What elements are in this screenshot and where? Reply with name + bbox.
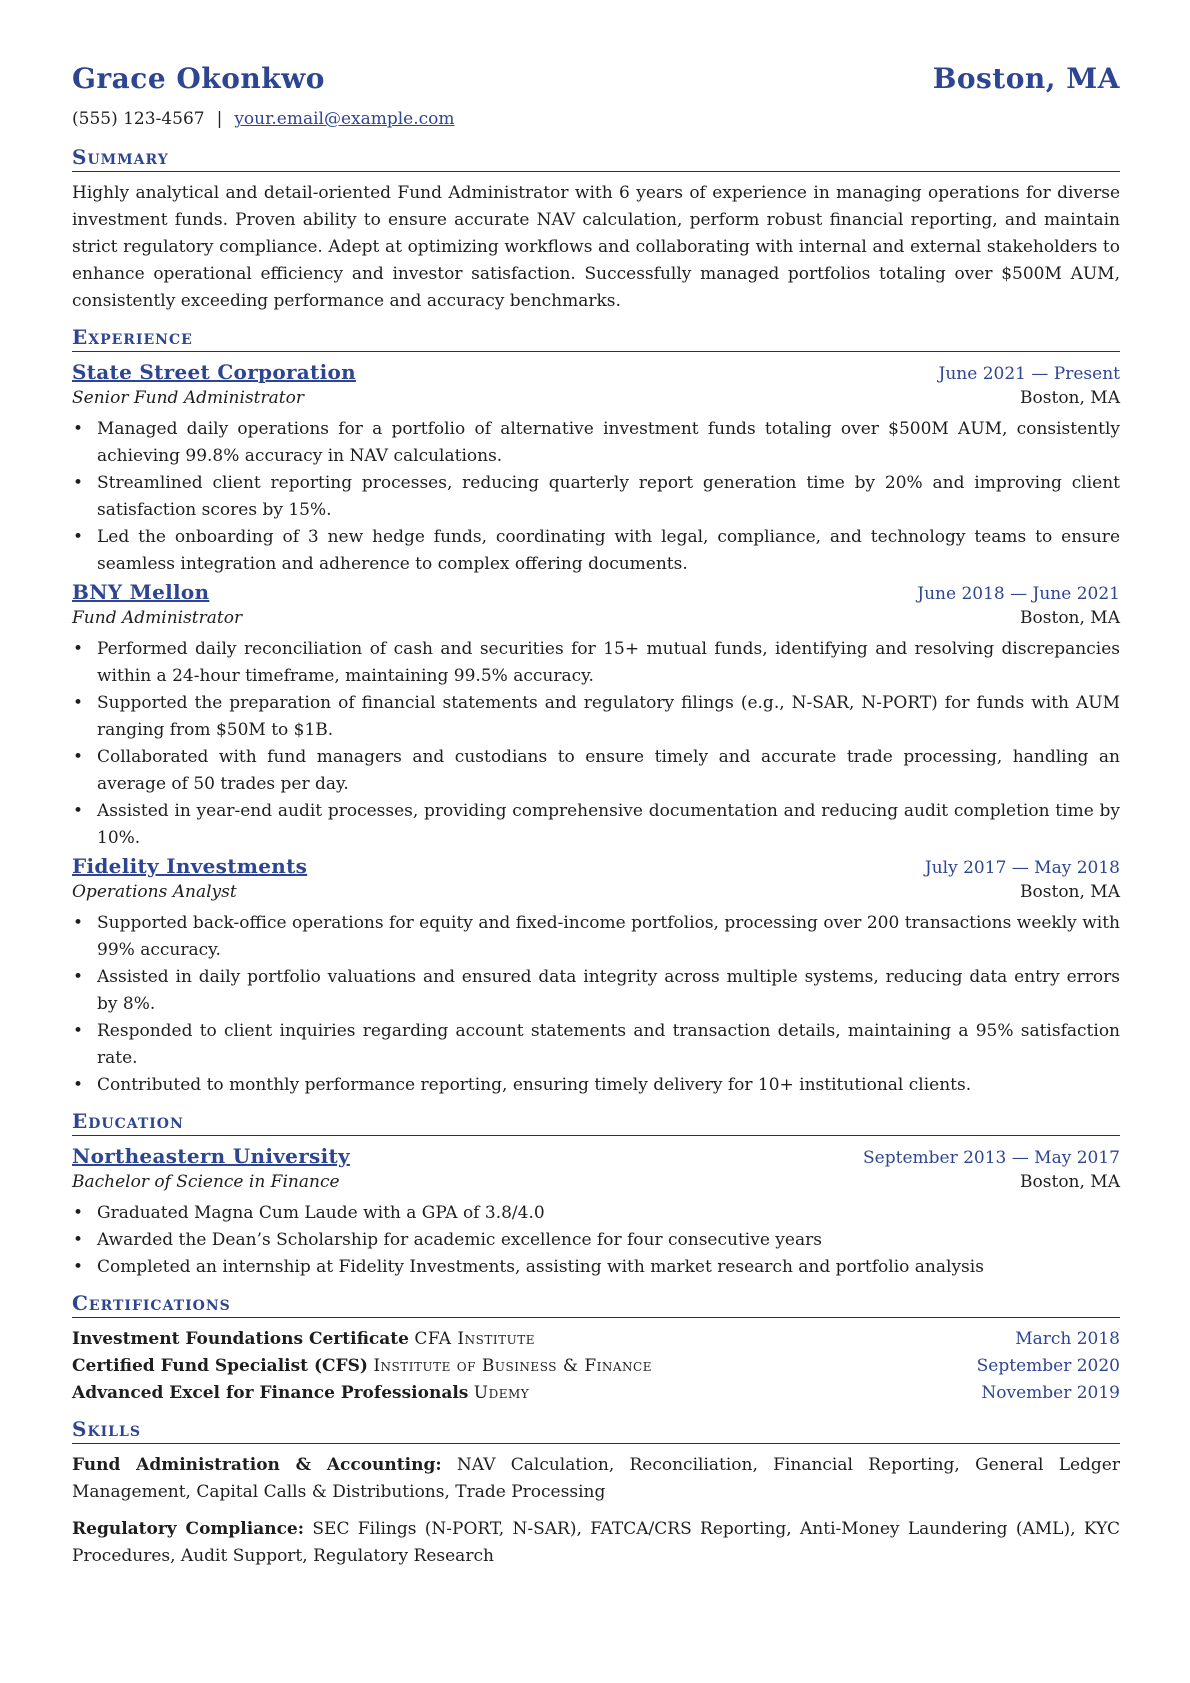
certification-title bbox=[72, 1326, 535, 1353]
job-subheader-row bbox=[72, 608, 1120, 628]
bullet-item: • Performed daily reconciliation of cash and securities for 15+ mutual funds, identifying and resolving discrepancies within a 24-hour timeframe, maintaining 99.5% accuracy. bbox=[97, 636, 1120, 690]
certification-date: September 2020 bbox=[976, 1356, 1120, 1376]
experience-section bbox=[72, 325, 1120, 1099]
skill-list: NAV Calculation, Reconciliation, Financial Reporting, General Ledger Management, Capital Calls & Distributions, Trade Processing bbox=[72, 1455, 1120, 1502]
email-link[interactable]: your.email@example.com bbox=[234, 109, 455, 129]
education-dates: September 2013 — May 2017 bbox=[863, 1148, 1120, 1168]
candidate-name: Grace Okonkwo bbox=[72, 62, 325, 95]
skill-group bbox=[72, 1452, 1120, 1506]
education-heading: Education bbox=[72, 1109, 1120, 1136]
school-name[interactable]: Northeastern University bbox=[72, 1144, 350, 1168]
candidate-location: Boston, MA bbox=[932, 62, 1120, 95]
certification-issuer: CFA Institute bbox=[414, 1329, 535, 1349]
job-header-row bbox=[72, 580, 1120, 604]
skill-category: Regulatory Compliance: bbox=[72, 1519, 305, 1539]
bullet-item: • Streamlined client reporting processes, reducing quarterly report generation time by 20% and improving client satisfaction scores by 15%. bbox=[97, 470, 1120, 524]
education-entry bbox=[72, 1144, 1120, 1281]
phone-number: (555) 123-4567 bbox=[72, 109, 205, 129]
bullet-item: • Completed an internship at Fidelity Investments, assisting with market research and portfolio analysis bbox=[97, 1254, 1120, 1281]
job-bullets bbox=[72, 636, 1120, 852]
skill-group bbox=[72, 1516, 1120, 1570]
skill-list: SEC Filings (N-PORT, N-SAR), FATCA/CRS Reporting, Anti-Money Laundering (AML), KYC Procedures, Audit Support, Regulatory Research bbox=[72, 1519, 1121, 1566]
certifications-heading: Certifications bbox=[72, 1291, 1120, 1318]
bullet-item: • Supported back-office operations for equity and fixed-income portfolios, processing over 200 transactions weekly with 99% accuracy. bbox=[97, 910, 1120, 964]
job-subheader-row bbox=[72, 882, 1120, 902]
contact-line bbox=[72, 109, 1120, 129]
contact-separator: | bbox=[216, 109, 223, 129]
certification-name: Investment Foundations Certificate bbox=[72, 1329, 409, 1349]
summary-text: Highly analytical and detail-oriented Fund Administrator with 6 years of experience in managing operations for diverse investment funds. Proven ability to ensure accurate NAV calculation, perform robust financial reporting, and maintain strict regulatory compliance. Adept at optimizing workflows and collaborating with internal and external stakeholders to enhance operational efficiency and investor satisfaction. Successfully managed portfolios totaling over $500M AUM, consistently exceeding performance and accuracy benchmarks. bbox=[72, 183, 1120, 311]
job-header-row bbox=[72, 360, 1120, 384]
bullet-item: • Assisted in year-end audit processes, providing comprehensive documentation and reducing audit completion time by 10%. bbox=[97, 798, 1120, 852]
bullet-item: • Supported the preparation of financial statements and regulatory filings (e.g., N-SAR, N-PORT) for funds with AUM ranging from $50M to $1B. bbox=[97, 690, 1120, 744]
summary-heading: Summary bbox=[72, 145, 1120, 172]
job-title: Senior Fund Administrator bbox=[72, 388, 304, 408]
degree-name: Bachelor of Science in Finance bbox=[72, 1172, 340, 1192]
job-dates: July 2017 — May 2018 bbox=[924, 858, 1120, 878]
skill-category: Fund Administration & Accounting: bbox=[72, 1455, 442, 1475]
bullet-item: • Led the onboarding of 3 new hedge funds, coordinating with legal, compliance, and technology teams to ensure seamless integration and adherence to complex offering documents. bbox=[97, 524, 1120, 578]
certification-title bbox=[72, 1380, 529, 1407]
job-header-row bbox=[72, 854, 1120, 878]
certification-date: November 2019 bbox=[981, 1383, 1120, 1403]
company-name[interactable]: State Street Corporation bbox=[72, 360, 356, 384]
job-bullets bbox=[72, 416, 1120, 578]
education-location: Boston, MA bbox=[1020, 1172, 1120, 1192]
job-bullets bbox=[72, 910, 1120, 1099]
bullet-item: • Collaborated with fund managers and custodians to ensure timely and accurate trade processing, handling an average of 50 trades per day. bbox=[97, 744, 1120, 798]
job-location: Boston, MA bbox=[1020, 608, 1120, 628]
resume-content bbox=[72, 62, 1120, 1580]
job-entry bbox=[72, 854, 1120, 1099]
job-entry bbox=[72, 580, 1120, 852]
certification-name: Certified Fund Specialist (CFS) bbox=[72, 1356, 368, 1376]
bullet-item: • Graduated Magna Cum Laude with a GPA of 3.8/4.0 bbox=[97, 1200, 1120, 1227]
certification-row bbox=[72, 1353, 1120, 1380]
education-header-row bbox=[72, 1144, 1120, 1168]
job-location: Boston, MA bbox=[1020, 388, 1120, 408]
job-subheader-row bbox=[72, 388, 1120, 408]
job-title: Operations Analyst bbox=[72, 882, 237, 902]
certification-issuer: Udemy bbox=[473, 1383, 530, 1403]
certification-row bbox=[72, 1326, 1120, 1353]
job-title: Fund Administrator bbox=[72, 608, 243, 628]
certification-name: Advanced Excel for Finance Professionals bbox=[72, 1383, 469, 1403]
bullet-item: • Awarded the Dean’s Scholarship for academic excellence for four consecutive years bbox=[97, 1227, 1120, 1254]
experience-heading: Experience bbox=[72, 325, 1120, 352]
job-dates: June 2021 — Present bbox=[938, 364, 1120, 384]
education-subheader-row bbox=[72, 1172, 1120, 1192]
certification-date: March 2018 bbox=[1015, 1329, 1120, 1349]
job-dates: June 2018 — June 2021 bbox=[917, 584, 1120, 604]
education-bullets bbox=[72, 1200, 1120, 1281]
education-section bbox=[72, 1109, 1120, 1281]
bullet-item: • Responded to client inquiries regarding account statements and transaction details, maintaining a 95% satisfaction rate. bbox=[97, 1018, 1120, 1072]
company-name[interactable]: Fidelity Investments bbox=[72, 854, 308, 878]
summary-section bbox=[72, 145, 1120, 315]
skills-heading: Skills bbox=[72, 1417, 1120, 1444]
skills-section bbox=[72, 1417, 1120, 1570]
job-location: Boston, MA bbox=[1020, 882, 1120, 902]
bullet-item: • Assisted in daily portfolio valuations and ensured data integrity across multiple systems, reducing data entry errors by 8%. bbox=[97, 964, 1120, 1018]
certification-row bbox=[72, 1380, 1120, 1407]
bullet-item: • Managed daily operations for a portfolio of alternative investment funds totaling over $500M AUM, consistently achieving 99.8% accuracy in NAV calculations. bbox=[97, 416, 1120, 470]
company-name[interactable]: BNY Mellon bbox=[72, 580, 210, 604]
resume-header bbox=[72, 62, 1120, 95]
job-entry bbox=[72, 360, 1120, 578]
certification-issuer: Institute of Business & Finance bbox=[373, 1356, 653, 1376]
certifications-section bbox=[72, 1291, 1120, 1407]
certification-title bbox=[72, 1353, 652, 1380]
bullet-item: • Contributed to monthly performance reporting, ensuring timely delivery for 10+ institutional clients. bbox=[97, 1072, 1120, 1099]
